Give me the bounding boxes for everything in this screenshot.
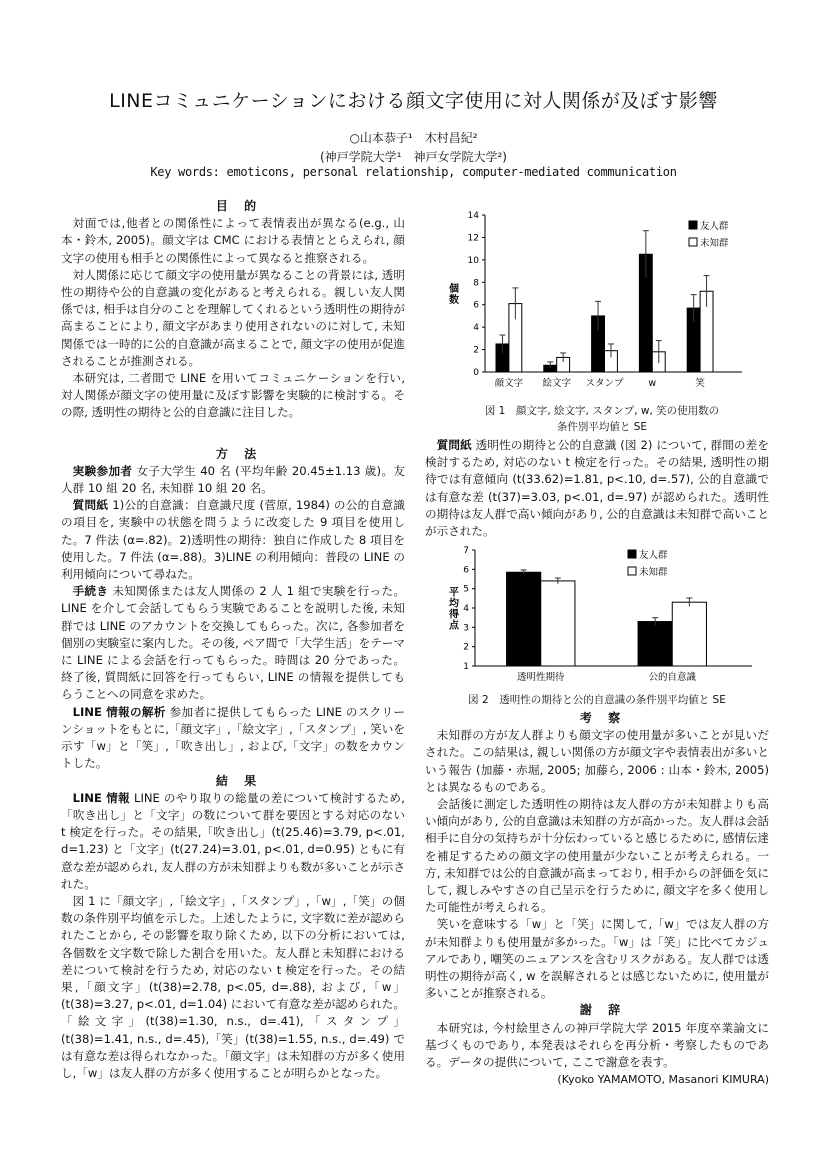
analysis-text: 参加者に提供してもらった LINE のスクリーンショットをもとに,「顔文字」,「絵文字」,「スタンプ」, 笑いを示す「w」と「笑」,「吹き出し」, および,「文字」の数をカウントした。: [61, 704, 405, 771]
y-tick-label: 6: [473, 300, 479, 311]
bar-unknown: [541, 581, 575, 666]
section-heading-results: 結 果: [215, 773, 263, 788]
questionnaire-label: 質問紙: [72, 498, 109, 513]
results-questionnaire: [425, 437, 769, 540]
y-tick-label: 5: [463, 584, 469, 595]
section-heading-discussion: 考 察: [579, 711, 627, 725]
x-tick-label: 公的自意識: [648, 672, 697, 683]
purpose-paragraph-3: 本研究は, 二者間で LINE を用いてコミュニケーションを行い, 対人関係が顔文字の使用量に及ぼす影響を実験的に検討する。その際, 透明性の期待と公的自意識に注目した。: [61, 371, 405, 420]
x-tick-label: スタンプ: [585, 378, 624, 389]
line-info-label: LINE 情報: [72, 790, 131, 805]
legend-label: 未知群: [639, 567, 668, 578]
paper-title: LINEコミュニケーションにおける顔文字使用に対人関係が及ぼす影響: [109, 90, 718, 112]
figure-1-caption-line-2: 条件別平均値と SE: [556, 421, 648, 433]
legend-swatch: [628, 550, 636, 558]
author-english-names: (Kyoko YAMAMOTO, Masanori KIMURA): [557, 1073, 769, 1087]
method-analysis: [61, 704, 405, 773]
figure-1-bar-chart: [432, 200, 772, 400]
x-tick-label: 透明性期待: [516, 672, 565, 683]
y-tick-label: 3: [463, 623, 469, 634]
y-tick-label: 6: [463, 565, 469, 576]
bar-friend: [638, 622, 672, 666]
method-questionnaire: [61, 497, 405, 583]
discussion-paragraph-3: 笑いを意味する「w」と「笑」に関して,「w」では友人群の方が未知群よりも使用量が多かった。「w」は「笑」に比べてカジュアルであり, 嘲笑のニュアンスを含むリスクがある。友人群では透明性の期待が高く, w を誤解されるとは感じないために, 使用量が多いことが推察される。: [425, 917, 769, 1001]
legend-swatch: [689, 238, 697, 246]
y-axis-label: 点: [449, 620, 459, 632]
y-tick-label: 14: [467, 211, 479, 221]
legend-swatch: [689, 221, 697, 229]
procedure-text: 未知関係または友人関係の 2 人 1 組で実験を行った。LINE を介して会話してもらう実験であることを説明した後, 未知群では LINE のアカウントを交換してもらった。次に, 各参加者を個別の実験室に案内した。その後, ペア間で「大学生活」をテーマに LINE による会話を行ってもらった。時間は 20 分であった。終了後, 質問紙に回答を行ってもらい, LINE の情報を提供してもらうことへの同意を求めた。: [61, 584, 405, 702]
x-tick-label: 顔文字: [494, 378, 524, 389]
x-tick-label: 笑: [695, 378, 705, 389]
procedure-label: 手続き: [72, 584, 109, 599]
y-axis-label: 得: [449, 609, 459, 621]
keywords: Key words: emoticons, personal relationship, computer-mediated communication: [150, 165, 677, 179]
participants-text: 女子大学生 40 名 (平均年齢 20.45±1.13 歳)。友人群 10 組 20 名, 未知群 10 組 20 名。: [61, 463, 405, 496]
results-fig1-text: 図 1 に「顔文字」,「絵文字」,「スタンプ」,「w」,「笑」の個数の条件別平均値を示した。上述したように, 文字数に差が認められたことから, その影響を取り除くため, 以下の分析においては, 各個数を文字数で除した割合を用いた。友人群と未知群における差について検討を行うため, 対応のない t 検定を行った。その結果,「顔文字」(t(38)=2.78, p<.05, d=.88), および,「w」(t(38)=3.27, p<.01, d=1.04) において有意な差が認められた。「絵文字」(t(38)=1.30, n.s., d=.41),「スタンプ」(t(38)=1.41, n.s., d=.45),「笑」(t(38)=1.55, n.s., d=.49) では有意な差は得られなかった。「顔文字」は未知群の方が多く使用し,「w」は友人群の方が多く使用することが明らかとなった。: [61, 893, 405, 1080]
purpose-paragraph-2: 対人関係に応じて顔文字の使用量が異なることの背景には, 透明性の期待や公的自意識の変化があると考えられる。親しい友人関係では, 相手は自分のことを理解してくれるという透明性の期待が高まることにより, 顔文字があまり使用されないのに対して, 未知関係では一時的に公的自意識が高まることで, 顔文字の使用が促進されることが推測される。: [61, 267, 405, 368]
section-heading-method: 方 法: [215, 446, 263, 461]
section-heading-acknowledgement: 謝 辞: [579, 1003, 627, 1018]
right-column-discussion: [425, 710, 769, 1088]
discussion-paragraph-1: 未知群の方が友人群よりも顔文字の使用量が多いことが見いだされた。この結果は, 親しい関係の方が顔文字や表情表出が多いという報告 (加藤・赤堀, 2005; 加藤ら, 2006 : 山本・鈴木, 2005) とは異なるものである。: [425, 728, 769, 794]
x-tick-label: 絵文字: [542, 378, 571, 389]
left-column: [61, 198, 405, 1082]
participants-label: 実験参加者: [72, 463, 133, 478]
results-line: [61, 790, 405, 893]
questionnaire-result-label: 質問紙: [436, 438, 472, 452]
y-tick-label: 0: [473, 368, 479, 378]
bar-friend: [507, 572, 541, 666]
purpose-paragraph-1: 対面では,他者との関係性によって表情表出が異なる(e.g., 山本・鈴木, 2005)。顔文字は CMC における表情ととらえられ, 顔文字の使用も相手との関係性によって異なると推察される。: [61, 216, 405, 265]
y-tick-label: 2: [473, 345, 479, 356]
legend-label: 未知群: [700, 238, 729, 249]
figure-2-caption: 図 2 透明性の期待と公的自意識の条件別平均値と SE: [468, 694, 726, 706]
figure-1-caption-line-1: 図 1 顔文字, 絵文字, スタンプ, w, 笑の使用数の: [484, 405, 720, 417]
y-tick-label: 4: [463, 604, 469, 614]
y-tick-label: 1: [463, 662, 469, 672]
acknowledgement-text: 本研究は, 今村絵里さんの神戸学院大学 2015 年度卒業論文に基づくものであり, 本発表はそれらを再分析・考察したものである。データの提供について, ここで謝意を表す。: [425, 1020, 769, 1070]
y-tick-label: 8: [473, 278, 479, 289]
authors: ○山本恭子¹ 木村昌紀²: [349, 131, 478, 145]
questionnaire-result-text: 透明性の期待と公的自意識 (図 2) について, 群間の差を検討するため, 対応のない t 検定を行った。その結果, 透明性の期待では有意傾向 (t(33.62)=1.81, p<.10, d=.57), 公的自意識では有意な差 (t(37)=3.03, p<.01, d=.97) が認められた。透明性の期待は友人群で高い傾向があり, 公的自意識は未知群で高いことが示された。: [425, 438, 769, 539]
y-axis-label: 個: [449, 284, 459, 295]
method-participants: [61, 463, 405, 497]
legend-label: 友人群: [639, 550, 668, 561]
y-tick-label: 4: [473, 323, 479, 334]
y-tick-label: 2: [463, 642, 469, 653]
questionnaire-text: 1)公的自意識：自意識尺度 (菅原, 1984) の公的自意識の項目を, 実験中の状態を問うように改変した 9 項目を使用した。7 件法 (α=.82)。2)透明性の期待：独自に作成した 8 項目を使用した。7 件法 (α=.88)。3)LINE の利用傾向：普段の LINE の利用傾向について尋ねた。: [61, 498, 405, 582]
y-tick-label: 7: [463, 546, 469, 556]
figure-1-caption: [432, 403, 772, 435]
y-axis-label: 平: [449, 587, 459, 599]
section-heading-purpose: 目 的: [215, 199, 263, 213]
method-procedure: [61, 583, 405, 703]
y-axis-label: 均: [449, 598, 459, 610]
affiliations: (神戸学院大学¹ 神戸女学院大学²): [320, 150, 507, 164]
y-tick-label: 12: [467, 233, 479, 244]
x-tick-label: w: [648, 378, 657, 389]
discussion-paragraph-2: 会話後に測定した透明性の期待は友人群の方が未知群よりも高い傾向があり, 公的自意識は未知群の方が高かった。友人群は会話相手に自分の気持ちが十分伝わっていると感じるために, 感情伝達を補足するための顔文字の使用量が少ないことが考えられる。一方, 未知群では公的自意識が高まっており, 相手からの評価を気にして, 親しみやすさの自己呈示を行うために, 顔文字を多く使用した可能性が考えられる。: [425, 797, 769, 915]
y-axis-label: 数: [449, 295, 459, 306]
right-column-questionnaire: [425, 437, 769, 540]
analysis-label: LINE 情報の解析: [72, 704, 166, 719]
legend-swatch: [628, 567, 636, 575]
y-tick-label: 10: [467, 255, 479, 266]
legend-label: 友人群: [700, 221, 729, 232]
bar-unknown: [672, 602, 706, 666]
line-info-text: LINE のやり取りの総量の差について検討するため,「吹き出し」と「文字」の数について群を要因とする対応のない t 検定を行った。その結果,「吹き出し」(t(25.46)=3.79, p<.01, d=1.23) と「文字」(t(27.24)=3.01, p<.01, d=0.95) ともに有意な差が認められ, 友人群の方が未知群よりも数が多いことが示された。: [61, 790, 405, 891]
figure-2-bar-chart: [432, 540, 762, 690]
